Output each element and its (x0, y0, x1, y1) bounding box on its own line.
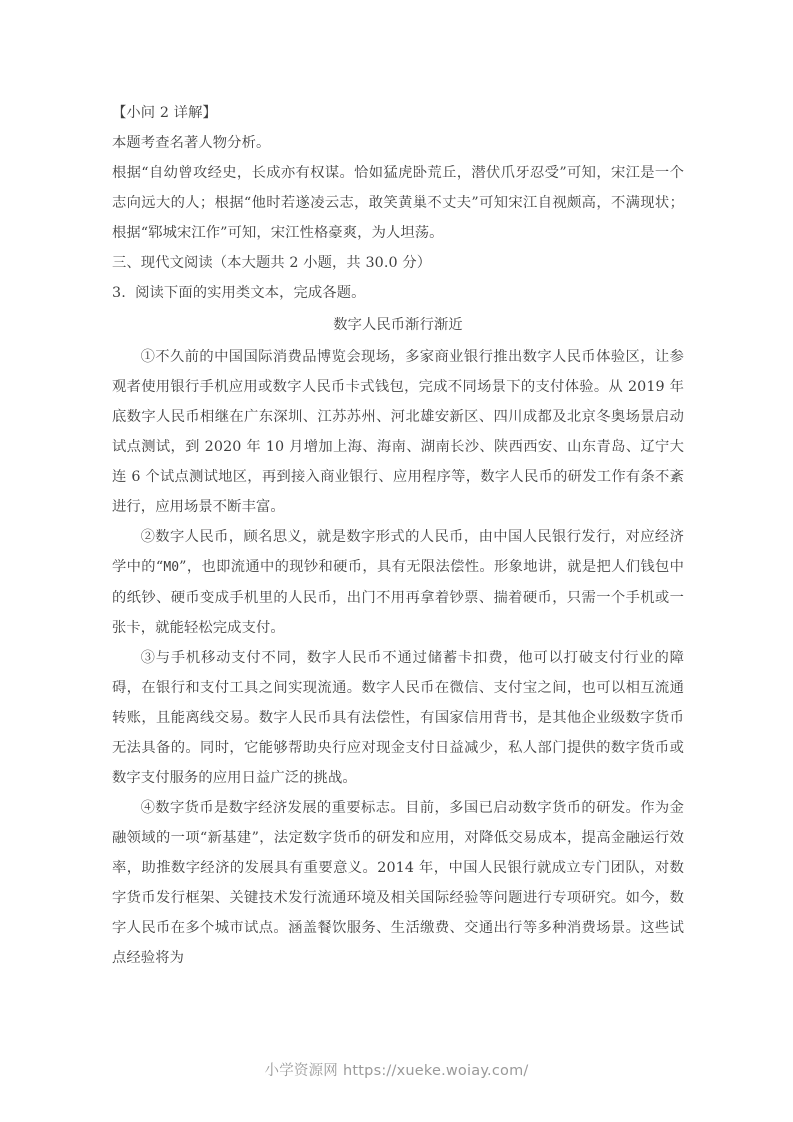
article-title: 数字人民币渐行渐近 (333, 317, 463, 333)
answer-block-analysis: 根据“自幼曾攻经史，长成亦有权谋。恰如猛虎卧荒丘，潜伏爪牙忍受”可知，宋江是一个志向远大的人；根据“他时若遂凌云志，敢笑黄巢不丈夫”可知宋江自视颇高，不满现状；根据“郓城宋江作”可知，宋江性格豪爽，为人坦荡。 (112, 165, 684, 241)
question-number: 3. (112, 285, 126, 301)
watermark (0, 1059, 793, 1080)
document-content (112, 98, 684, 973)
article-paragraph-3: ③与手机移动支付不同，数字人民币不通过储蓄卡扣费，他可以打破支付行业的障碍，在银行和支付工具之间实现流通。数字人民币在微信、支付宝之间，也可以相互流通转账，且能离线交易。数字人民币具有法偿性，有国家信用背书，是其他企业级数字货币无法具备的。同时，它能够帮助央行应对现金支付日益减少，私人部门提供的数字货币或数字支付服务的应用日益广泛的挑战。 (112, 650, 684, 786)
question-line (112, 278, 684, 308)
section-heading: 三、现代文阅读（本大题共 2 小题，共 30.0 分） (112, 255, 432, 271)
answer-block-intro: 本题考查名著人物分析。 (112, 135, 271, 151)
watermark-url: https://xueke.woiay.com/ (343, 1063, 529, 1079)
paragraph-2-part-2: ”，也即流通中的现钞和硬币，具有无限法偿性。形象地讲，就是把人们钱包中的纸钞、硬币变成手机里的人民币，出门不用再拿着钞票、揣着硬币，只需一个手机或一张卡，就能轻松完成支付。 (112, 559, 684, 636)
article-paragraph-4: ④数字货币是数字经济发展的重要标志。目前，多国已启动数字货币的研发。作为金融领域的一项“新基建”，法定数字货币的研发和应用，对降低交易成本，提高金融运行效率，助推数字经济的发展具有重要意义。2014 年，中国人民银行就成立专门团队，对数字货币发行框架、关键技术发行流通环境及相关国际经验等问题进行专项研究。如今，数字人民币在多个城市试点。涵盖餐饮服务、生活缴费、交通出行等多种消费场景。这些试点经验将为 (112, 800, 684, 966)
article-paragraph-1: ①不久前的中国国际消费品博览会现场，多家商业银行推出数字人民币体验区，让参观者使用银行手机应用或数字人民币卡式钱包，完成不同场景下的支付体验。从 2019 年底数字人民币相继在广东深圳、江苏苏州、河北雄安新区、四川成都及北京冬奥场景启动试点测试，到 2020 年 10 月增加上海、海南、湖南长沙、陕西西安、山东青岛、辽宁大连 6 个试点测试地区，再到接入商业银行、应用程序等，数字人民币的研发工作有条不紊进行，应用场景不断丰富。 (112, 349, 684, 515)
paragraph-2-mono-term: M0 (163, 560, 180, 575)
question-prompt: 阅读下面的实用类文本，完成各题。 (135, 285, 366, 301)
watermark-site-name: 小学资源网 (264, 1063, 338, 1079)
paragraph-2-part-1: ②数字人民币，顾名思义，就是数字形式的人民币，由中国人民银行发行，对应经济学中的“ (112, 529, 684, 575)
article-paragraph-2 (112, 522, 684, 643)
answer-block-label: 【小问 2 详解】 (112, 105, 217, 121)
